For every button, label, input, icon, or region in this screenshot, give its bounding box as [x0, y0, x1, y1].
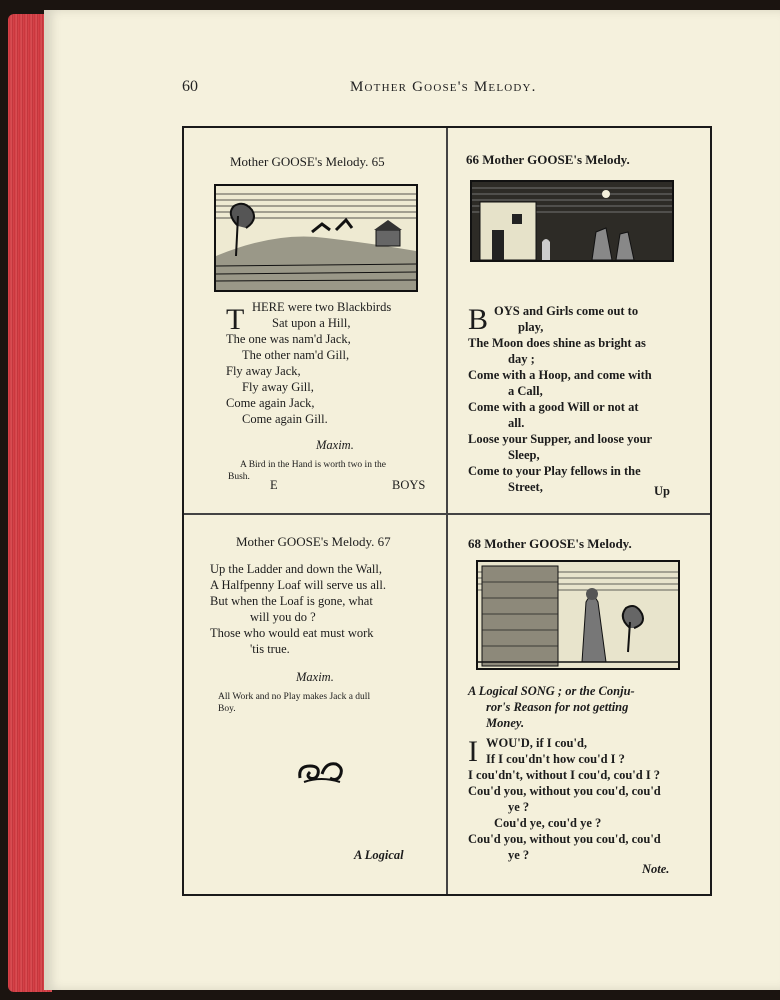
running-title: Mother Goose's Melody.: [350, 79, 537, 95]
verse-line: Come with a good Will or not at: [468, 400, 639, 414]
vertical-divider: [446, 128, 448, 894]
fleuron-ornament-icon: [296, 758, 346, 791]
verse-line: all.: [508, 416, 525, 430]
panel-page-66: [466, 128, 702, 512]
maxim-title: Maxim.: [296, 670, 334, 684]
verse-line: WOU'D, if I cou'd,: [486, 736, 588, 750]
verse-line: Come again Gill.: [242, 412, 328, 426]
dropcap: T: [226, 303, 245, 336]
page-number: 60: [182, 78, 198, 95]
panel-page-65: [204, 128, 440, 512]
verse-line: Come to your Play fellows in the: [468, 464, 641, 478]
song-title-line: ror's Reason for not getting: [486, 700, 629, 714]
woodcut-conjuror-illustration: [476, 560, 680, 670]
horizontal-divider: [184, 513, 710, 515]
woodcut-moonlit-street-illustration: [470, 180, 674, 262]
maxim-line: All Work and no Play makes Jack a dull: [218, 692, 371, 702]
verse-line: But when the Loaf is gone, what: [210, 594, 373, 608]
verse-line: Cou'd you, without you cou'd, cou'd: [468, 784, 661, 798]
verse-line: The other nam'd Gill,: [242, 348, 350, 362]
verse-line: Street,: [508, 480, 543, 494]
dropcap: B: [468, 303, 489, 336]
verse-line: Come with a Hoop, and come with: [468, 368, 652, 382]
catchword: Up: [654, 484, 670, 498]
verse-line: a Call,: [508, 384, 543, 398]
panel-header: Mother GOOSE's Melody. 67: [236, 534, 391, 549]
woodcut-blackbirds-illustration: [214, 184, 418, 292]
catchword-left: E: [270, 478, 278, 492]
verse-line: I cou'dn't, without I cou'd, cou'd I ?: [468, 768, 661, 782]
verse-line: Cou'd ye, cou'd ye ?: [494, 816, 602, 830]
verse-line: Come again Jack,: [226, 396, 315, 410]
verse-line: HERE were two Blackbirds: [252, 300, 392, 314]
verse-line: Up the Ladder and down the Wall,: [210, 562, 382, 576]
verse-line: The Moon does shine as bright as: [468, 336, 646, 350]
catchword: A Logical: [354, 848, 404, 862]
verse-line: Cou'd you, without you cou'd, cou'd: [468, 832, 661, 846]
verse-line: play,: [518, 320, 544, 334]
song-title-line: Money.: [486, 716, 525, 730]
catchword: Note.: [642, 862, 670, 876]
panel-header: Mother GOOSE's Melody. 65: [230, 154, 385, 169]
panel-header: 66 Mother GOOSE's Melody.: [466, 152, 630, 167]
verse-line: The one was nam'd Jack,: [226, 332, 351, 346]
verse-line: If I cou'dn't how cou'd I ?: [486, 752, 625, 766]
verse-line: ye ?: [508, 848, 530, 862]
verse-line: Those who would eat must work: [210, 626, 374, 640]
panel-page-67: [204, 516, 440, 894]
verse-line: Sat upon a Hill,: [272, 316, 351, 330]
maxim-line: Bush.: [228, 472, 250, 482]
facsimile-frame: [182, 126, 712, 896]
verse-line: OYS and Girls come out to: [494, 304, 639, 318]
song-title-line: A Logical SONG ; or the Conju-: [468, 684, 635, 698]
verse-line: 'tis true.: [250, 642, 290, 656]
verse-line: day ;: [508, 352, 535, 366]
verse-line: ye ?: [508, 800, 530, 814]
catchword-right: BOYS: [392, 478, 426, 492]
dropcap: I: [468, 735, 478, 768]
maxim-title: Maxim.: [316, 438, 354, 452]
verse-line: Loose your Supper, and loose your: [468, 432, 653, 446]
verse-line: A Halfpenny Loaf will serve us all.: [210, 578, 386, 592]
verse-line: Fly away Jack,: [226, 364, 301, 378]
verse-line: Fly away Gill,: [242, 380, 314, 394]
verse-line: Sleep,: [508, 448, 540, 462]
maxim-line: A Bird in the Hand is worth two in the: [240, 460, 386, 470]
panel-page-68: [466, 516, 702, 894]
panel-header: 68 Mother GOOSE's Melody.: [468, 536, 632, 551]
maxim-line: Boy.: [218, 704, 236, 714]
verse-line: will you do ?: [250, 610, 316, 624]
running-head: [0, 78, 780, 102]
